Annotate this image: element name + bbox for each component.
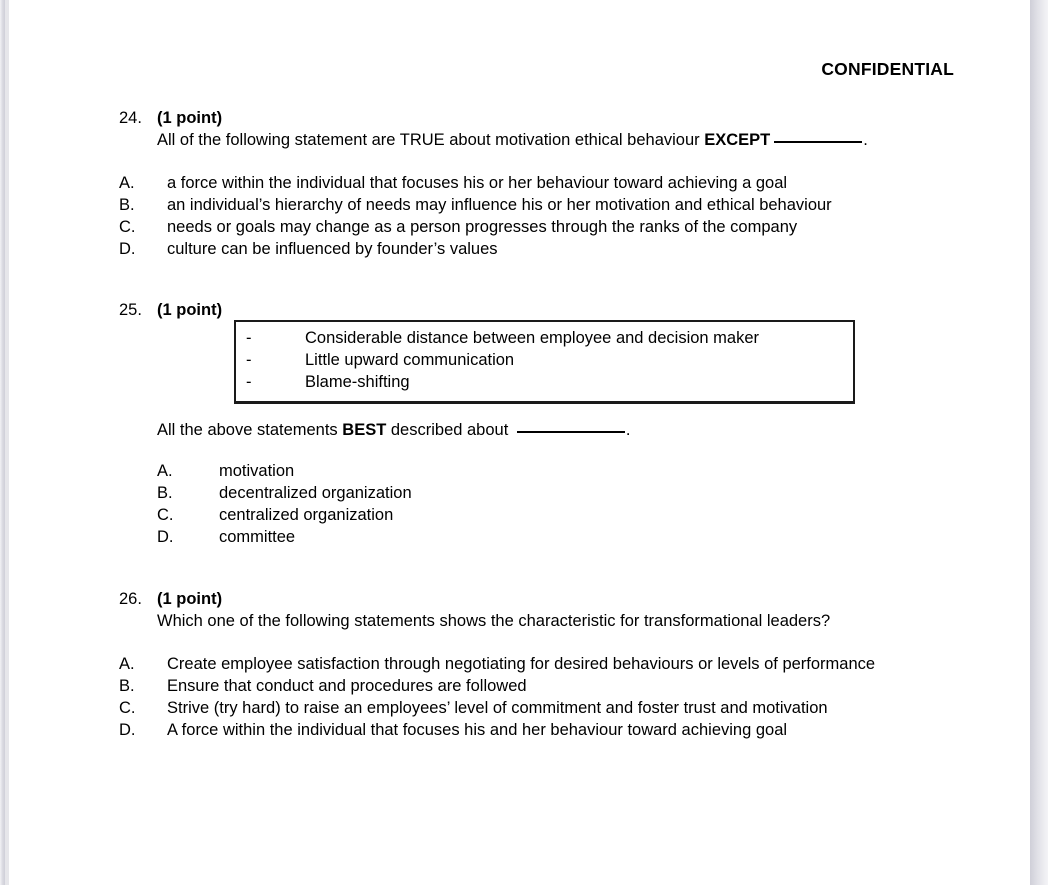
question-24-stem-text: All of the following statement are TRUE about motivation ethical behaviour (157, 131, 705, 149)
question-26-option-c[interactable] (119, 697, 954, 719)
question-25-option-d[interactable] (157, 526, 857, 548)
question-25-stem-text-2: described about (386, 421, 513, 439)
bullet-dash-icon: - (246, 373, 252, 391)
option-text: committee (219, 528, 296, 546)
question-26-options (119, 653, 954, 741)
bullet-dash-icon: - (246, 329, 252, 347)
option-text: centralized organization (219, 506, 394, 524)
option-text: Create employee satisfaction through negotiating for desired behaviours or levels of performance (167, 655, 876, 673)
question-24-options (119, 172, 979, 260)
question-25-options (157, 460, 857, 548)
question-24-stem-keyword: EXCEPT (704, 131, 771, 149)
question-26-option-a[interactable] (119, 653, 954, 675)
question-25-stem (157, 419, 630, 441)
question-26 (119, 588, 979, 741)
option-text: decentralized organization (219, 484, 412, 502)
question-24 (119, 107, 979, 260)
question-24-number: 24. (119, 109, 142, 127)
question-25-option-a[interactable] (157, 460, 857, 482)
question-25-statement-box (234, 320, 855, 404)
question-24-points: (1 point) (157, 109, 223, 127)
option-letter: D. (157, 528, 174, 546)
question-26-option-d[interactable] (119, 719, 954, 741)
option-text: A force within the individual that focuses his and her behaviour toward achieving goal (167, 721, 788, 739)
page-sheet (9, 0, 1030, 885)
question-25 (119, 299, 979, 321)
option-text: Strive (try hard) to raise an employees’ level of commitment and foster trust and motivation (167, 699, 828, 717)
question-25-points: (1 point) (157, 301, 223, 319)
option-text: Ensure that conduct and procedures are followed (167, 677, 527, 695)
option-text: needs or goals may change as a person progresses through the ranks of the company (167, 218, 798, 236)
option-letter: B. (119, 196, 135, 214)
question-24-answer-blank[interactable] (774, 141, 862, 143)
option-letter: C. (119, 218, 136, 236)
option-letter: B. (119, 677, 135, 695)
option-letter: D. (119, 721, 136, 739)
question-25-option-c[interactable] (157, 504, 857, 526)
page-gutter-left (0, 0, 5, 885)
question-24-option-b[interactable] (119, 194, 979, 216)
option-letter: D. (119, 240, 136, 258)
statement-item (236, 327, 853, 349)
option-letter: A. (119, 174, 135, 192)
statement-item (236, 371, 853, 393)
statement-item (236, 349, 853, 371)
question-25-stem-keyword: BEST (342, 421, 387, 439)
question-24-option-d[interactable] (119, 238, 979, 260)
option-letter: C. (157, 506, 174, 524)
question-26-stem: Which one of the following statements shows the characteristic for transformational leaders? (157, 612, 831, 630)
question-26-points: (1 point) (157, 590, 223, 608)
question-24-heading (119, 107, 979, 129)
question-26-heading (119, 588, 979, 610)
page-gutter-right (1030, 0, 1048, 885)
bullet-dash-icon: - (246, 351, 252, 369)
question-24-option-c[interactable] (119, 216, 979, 238)
option-letter: A. (157, 462, 173, 480)
statement-text: Little upward communication (305, 351, 515, 369)
question-25-answer-blank[interactable] (517, 431, 625, 433)
question-25-stem-text: All the above statements (157, 421, 343, 439)
question-24-option-a[interactable] (119, 172, 979, 194)
question-25-stem-period: . (625, 421, 631, 439)
statement-text: Considerable distance between employee and decision maker (305, 329, 760, 347)
option-text: culture can be influenced by founder’s values (167, 240, 498, 258)
option-letter: B. (157, 484, 173, 502)
document-page (9, 0, 1030, 885)
option-text: motivation (219, 462, 295, 480)
question-26-number: 26. (119, 590, 142, 608)
question-25-number: 25. (119, 301, 142, 319)
question-26-option-b[interactable] (119, 675, 954, 697)
option-text: a force within the individual that focuses his or her behaviour toward achieving a goal (167, 174, 788, 192)
option-text: an individual’s hierarchy of needs may influence his or her motivation and ethical behaviour (167, 196, 832, 214)
question-25-option-b[interactable] (157, 482, 857, 504)
confidential-header: CONFIDENTIAL (821, 59, 954, 79)
statement-text: Blame-shifting (305, 373, 410, 391)
question-24-stem (157, 129, 979, 151)
option-letter: A. (119, 655, 135, 673)
question-25-heading (119, 299, 979, 321)
question-24-stem-period: . (863, 131, 868, 149)
option-letter: C. (119, 699, 136, 717)
